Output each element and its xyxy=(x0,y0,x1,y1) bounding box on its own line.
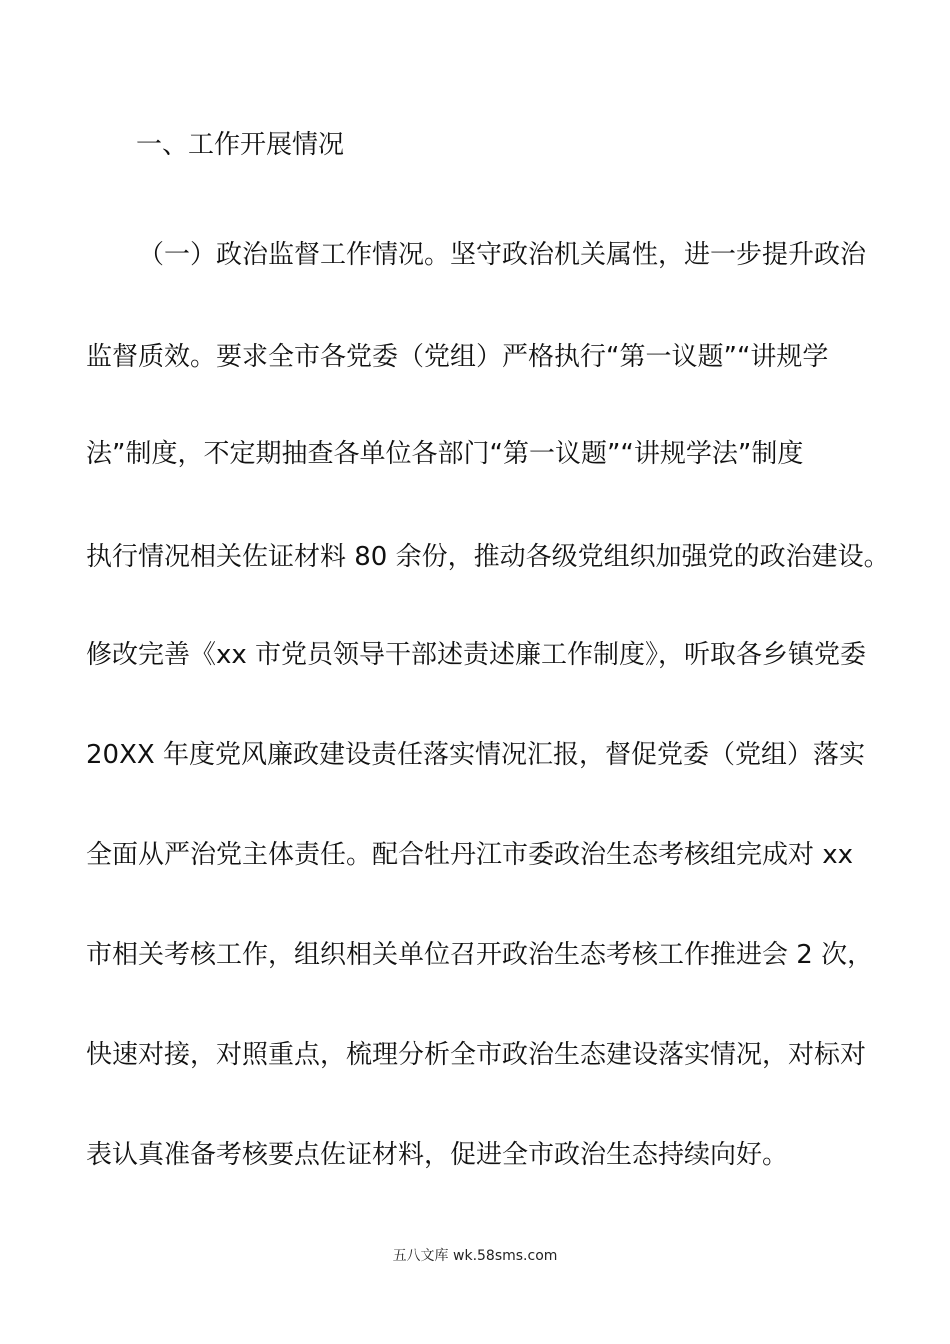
paragraph-line-10: 表认真准备考核要点佐证材料，促进全市政治生态持续向好。 xyxy=(86,1140,789,1170)
paragraph-line-3: 法”制度，不定期抽查各单位各部门“第一议题”“讲规学法”制度 xyxy=(86,439,804,469)
section-heading: 一、工作开展情况 xyxy=(136,130,345,160)
paragraph-line-6: 20XX 年度党风廉政建设责任落实情况汇报，督促党委（党组）落实 xyxy=(86,740,865,770)
paragraph-line-2: 监督质效。要求全市各党委（党组）严格执行“第一议题”“讲规学 xyxy=(86,342,829,372)
paragraph-line-5: 修改完善《xx 市党员领导干部述责述廉工作制度》，听取各乡镇党委 xyxy=(86,640,867,670)
paragraph-line-7: 全面从严治党主体责任。配合牡丹江市委政治生态考核组完成对 xx xyxy=(86,840,854,870)
paragraph-line-4: 执行情况相关佐证材料 80 余份，推动各级党组织加强党的政治建设。 xyxy=(86,542,890,572)
paragraph-line-1: （一）政治监督工作情况。坚守政治机关属性，进一步提升政治 xyxy=(138,240,867,270)
paragraph-line-8: 市相关考核工作，组织相关单位召开政治生态考核工作推进会 2 次， xyxy=(86,940,874,970)
paragraph-line-9: 快速对接，对照重点，梳理分析全市政治生态建设落实情况，对标对 xyxy=(86,1040,867,1070)
footer-watermark: 五八文库 wk.58sms.com xyxy=(392,1248,558,1264)
